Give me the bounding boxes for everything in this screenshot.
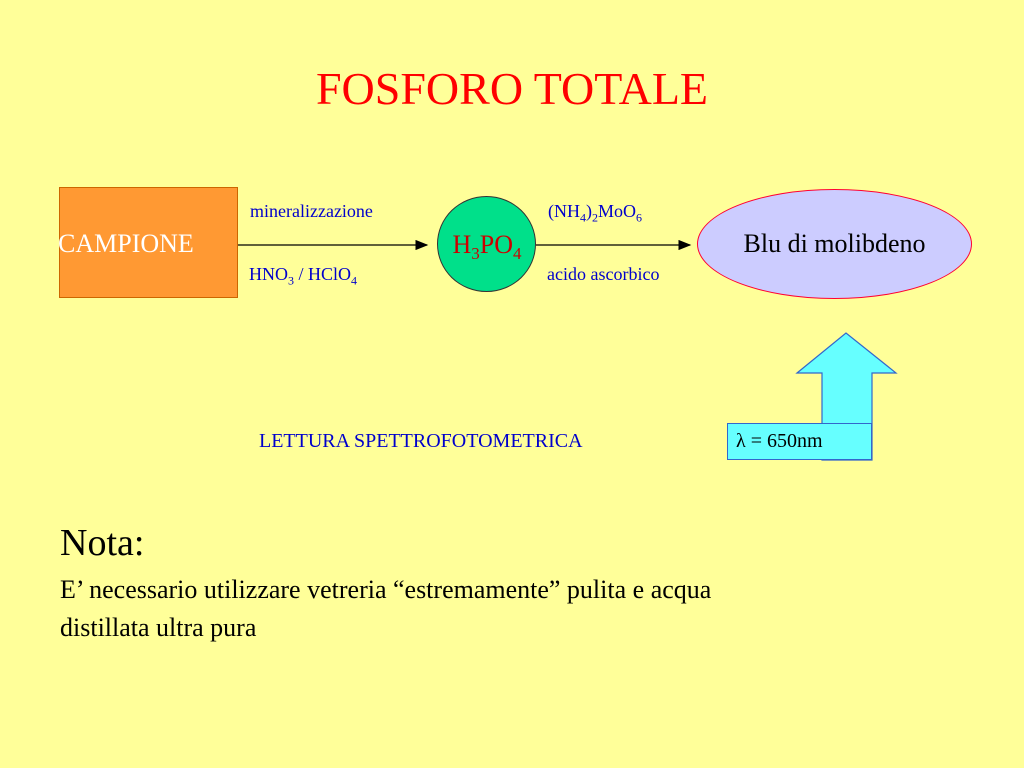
step2-reagent-bottom: acido ascorbico: [547, 264, 660, 284]
step1-reagent-bottom: $HNO_3$ / HClO$_4$: [249, 264, 358, 288]
sample-label: CAMPIONE: [58, 229, 194, 258]
phosphoric-acid-label: $H_3PO_4$: [452, 230, 522, 264]
step1-reagent-top: mineralizzazione: [250, 201, 373, 221]
note-line-2: distillata ultra pura: [60, 613, 257, 642]
measurement-label: LETTURA SPETTROFOTOMETRICA: [259, 430, 583, 452]
note-text: [60, 571, 960, 647]
slide-title: FOSFORO TOTALE: [315, 63, 709, 114]
wavelength-label: λ = 650nm: [736, 430, 823, 452]
note-line-1: E’ necessario utilizzare vetreria “estremamente” pulita e acqua: [60, 575, 712, 604]
step2-reagent-top: $(NH_4)_2MoO_6$: [548, 201, 643, 225]
product-label: Blu di molibdeno: [743, 229, 926, 258]
note-heading: Nota:: [60, 522, 145, 564]
